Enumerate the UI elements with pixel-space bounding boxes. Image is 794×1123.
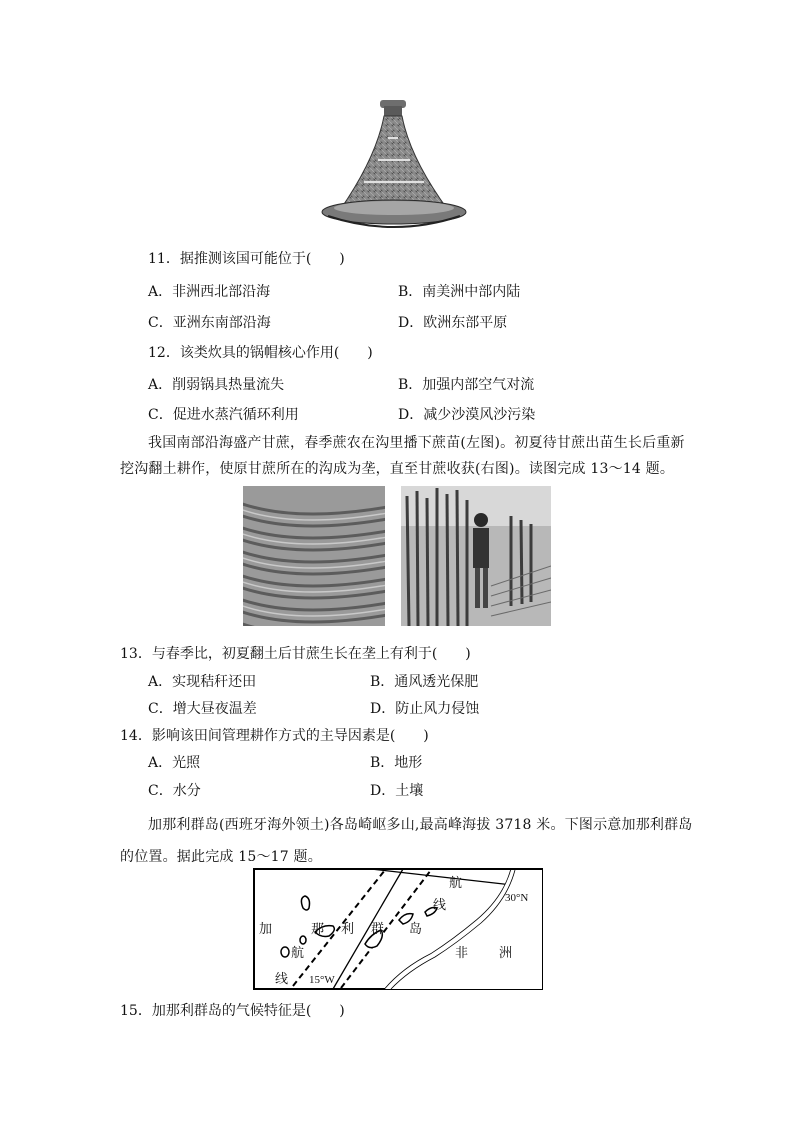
intro-15-17-line1: 加那利群岛(西班牙海外领土)各岛崎岖多山,最高峰海拔 3718 米。下图示意加那利群岛 (148, 817, 693, 833)
map-label-xian-2: 线 (433, 898, 447, 913)
intro-15-17-line2: 的位置。据此完成 15～17 题。 (120, 849, 322, 865)
map-graphic (253, 868, 543, 990)
question-12-option-d: D．减少沙漠风沙污染 (398, 407, 536, 423)
question-13-option-a: A．实现秸秆还田 (148, 674, 257, 690)
question-11-option-c: C．亚洲东南部沿海 (148, 315, 271, 331)
map-label-xian-1: 线 (275, 972, 289, 987)
question-13-option-b: B．通风透光保肥 (370, 674, 479, 690)
map-label-dao: 岛 (409, 922, 423, 937)
map-lat-label: 30°N (505, 892, 529, 904)
question-13-option-d: D．防止风力侵蚀 (370, 701, 480, 717)
map-label-jia: 加 (259, 922, 273, 937)
question-14-option-a: A．光照 (148, 755, 201, 771)
tagine-photo (318, 98, 470, 238)
map-label-hang-1: 航 (291, 946, 305, 961)
map-lon-label: 15°W (309, 974, 335, 986)
question-13-option-c: C．增大昼夜温差 (148, 701, 257, 717)
question-14-option-b: B．地形 (370, 755, 423, 771)
map-label-qun: 群 (371, 922, 385, 937)
question-13-stem: 13．与春季比，初夏翻土后甘蔗生长在垄上有利于( ) (120, 646, 471, 662)
question-11-option-d: D．欧洲东部平原 (398, 315, 508, 331)
question-12-option-a: A．削弱锅具热量流失 (148, 377, 285, 393)
sugarcane-harvest-photo (401, 486, 551, 626)
map-label-fei: 非 (455, 946, 469, 961)
map-label-hang-2: 航 (449, 876, 463, 891)
question-12-option-c: C．促进水蒸汽循环利用 (148, 407, 299, 423)
intro-13-14-line1: 我国南部沿海盛产甘蔗，春季蔗农在沟里播下蔗苗(左图)。初夏待甘蔗出苗生长后重新 (148, 435, 685, 451)
map-label-li: 利 (341, 922, 355, 937)
question-14-option-d: D．土壤 (370, 783, 424, 799)
question-14-stem: 14．影响该田间管理耕作方式的主导因素是( ) (120, 728, 429, 744)
question-11-option-a: A．非洲西北部沿海 (148, 284, 271, 300)
question-11-stem: 11．据推测该国可能位于( ) (148, 251, 345, 267)
question-14-option-c: C．水分 (148, 783, 201, 799)
canary-islands-map (253, 868, 543, 990)
map-label-na: 那 (311, 922, 325, 937)
question-12-option-b: B．加强内部空气对流 (398, 377, 535, 393)
intro-13-14-line2: 挖沟翻土耕作，使原甘蔗所在的沟成为垄，直至甘蔗收获(右图)。读图完成 13～14 题。 (120, 461, 675, 477)
sugarcane-furrow-photo (243, 486, 385, 626)
question-15-stem: 15．加那利群岛的气候特征是( ) (120, 1003, 345, 1019)
map-label-zhou: 洲 (499, 946, 513, 961)
question-12-stem: 12．该类炊具的锅帽核心作用( ) (148, 345, 373, 361)
question-11-option-b: B．南美洲中部内陆 (398, 284, 521, 300)
